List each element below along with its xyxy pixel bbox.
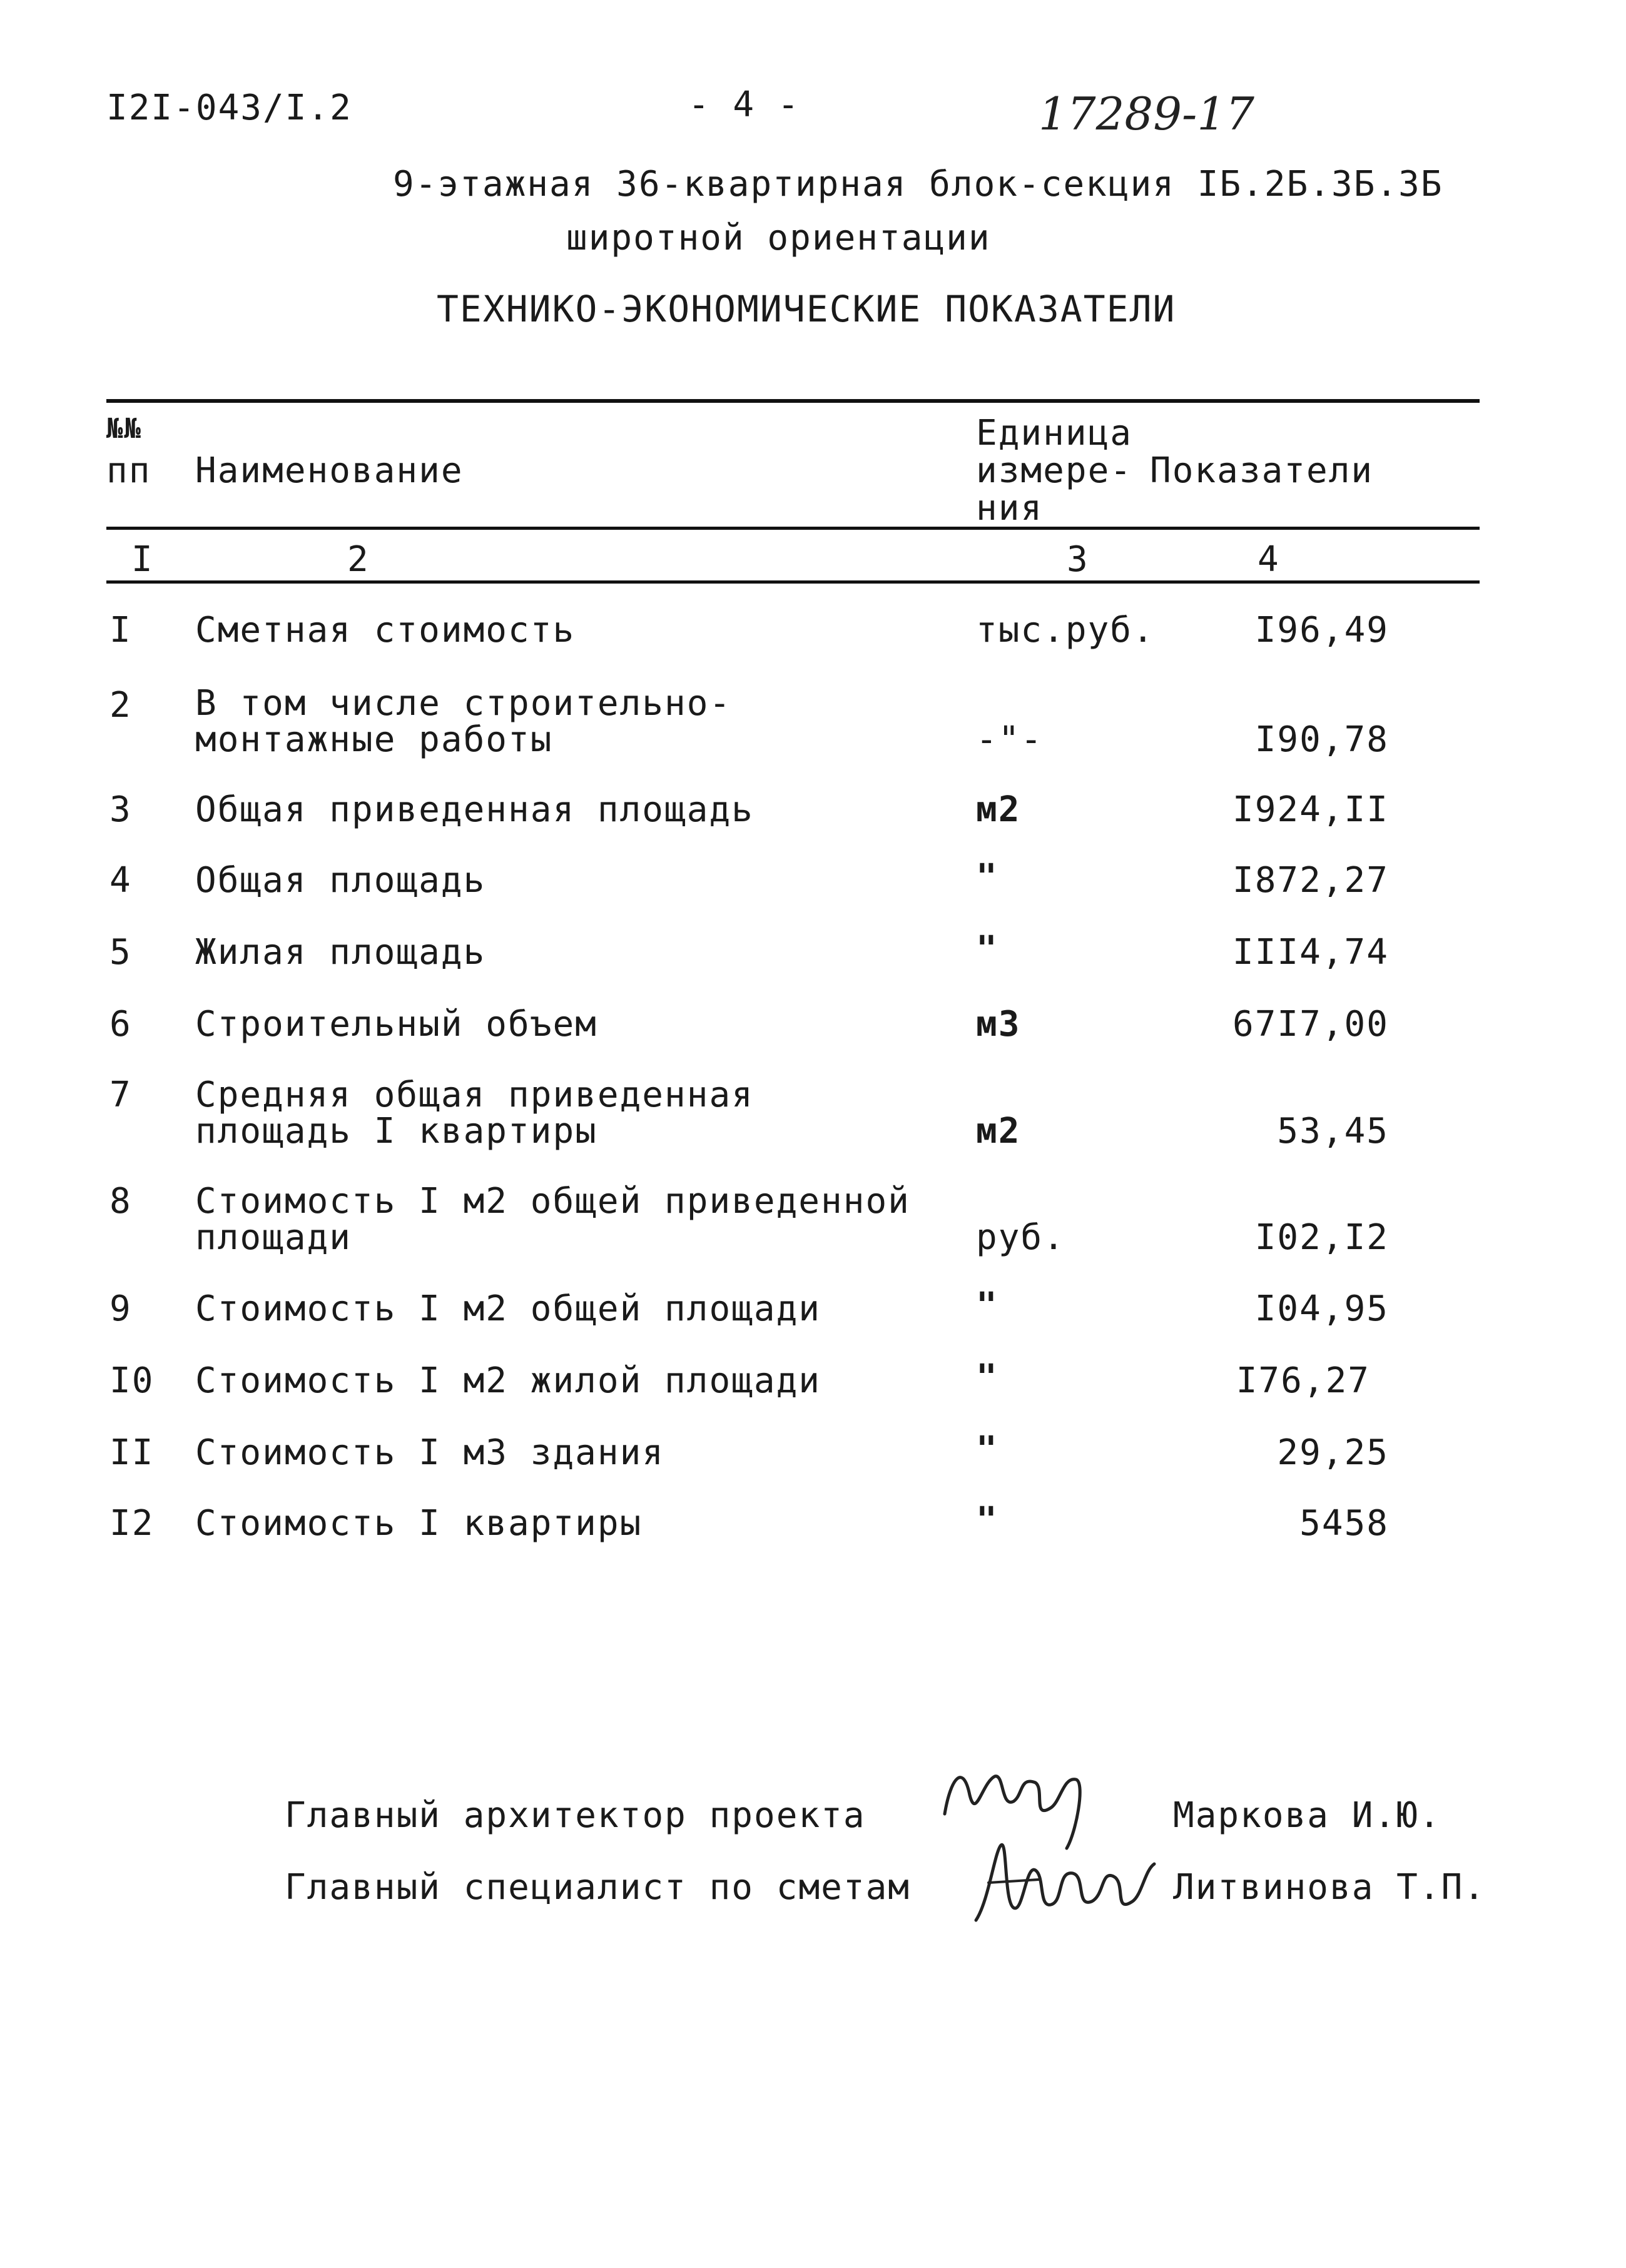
column-number: 2 bbox=[347, 539, 370, 580]
row-name: Строительный объем bbox=[195, 1004, 597, 1045]
row-unit: м3 bbox=[976, 1004, 1021, 1045]
header-unit-2: измере- bbox=[976, 450, 1133, 491]
header-num-1: №№ bbox=[106, 413, 142, 445]
row-name: Стоимость I м2 общей приведенной bbox=[195, 1181, 910, 1222]
column-number: 3 bbox=[1067, 539, 1089, 580]
row-number: 6 bbox=[109, 1004, 132, 1045]
page-number: - 4 - bbox=[688, 84, 800, 125]
row-value: I924,II bbox=[1232, 789, 1389, 830]
header-value: Показатели bbox=[1150, 450, 1374, 491]
row-value: 5458 bbox=[1299, 1503, 1389, 1544]
row-number: I2 bbox=[109, 1503, 155, 1544]
header-unit-1: Единица bbox=[976, 413, 1133, 453]
row-value: I872,27 bbox=[1232, 860, 1389, 901]
row-value: I96,49 bbox=[1254, 610, 1389, 651]
row-value: I04,95 bbox=[1254, 1288, 1389, 1329]
row-name-continuation: площади bbox=[195, 1217, 352, 1258]
header-name: Наименование bbox=[195, 450, 464, 491]
handwritten-signature bbox=[963, 1826, 1164, 1935]
row-unit: " bbox=[976, 1357, 998, 1398]
row-number: 5 bbox=[109, 932, 132, 973]
row-unit: м2 bbox=[976, 1111, 1021, 1152]
row-number: 7 bbox=[109, 1075, 132, 1115]
row-name: Жилая площадь bbox=[195, 932, 486, 973]
row-value: 53,45 bbox=[1277, 1111, 1389, 1152]
row-value: 67I7,00 bbox=[1232, 1004, 1389, 1045]
row-number: 3 bbox=[109, 789, 132, 830]
row-number: II bbox=[109, 1432, 155, 1473]
signatory-name: Литвинова Т.П. bbox=[1173, 1867, 1486, 1908]
row-name: В том числе строительно- bbox=[195, 683, 732, 724]
signatory-role: Главный архитектор проекта bbox=[285, 1795, 866, 1836]
row-unit: -"- bbox=[976, 719, 1044, 760]
row-name: Стоимость I квартиры bbox=[195, 1503, 643, 1544]
row-number: 4 bbox=[109, 860, 132, 901]
row-name: Стоимость I м2 жилой площади bbox=[195, 1360, 821, 1401]
row-unit: " bbox=[976, 1285, 998, 1326]
table-top-rule bbox=[106, 399, 1480, 403]
row-value: I02,I2 bbox=[1254, 1217, 1389, 1258]
row-name-continuation: монтажные работы bbox=[195, 719, 553, 760]
row-name: Общая приведенная площадь bbox=[195, 789, 754, 830]
column-number: I bbox=[131, 539, 154, 580]
row-unit: " bbox=[976, 1500, 998, 1541]
row-name: Средняя общая приведенная bbox=[195, 1075, 754, 1115]
header-unit-3: ния bbox=[976, 488, 1044, 529]
header-num-2: пп bbox=[106, 450, 151, 491]
row-number: I bbox=[109, 610, 132, 651]
page-heading: ТЕХНИКО-ЭКОНОМИЧЕСКИЕ ПОКАЗАТЕЛИ bbox=[437, 288, 1176, 330]
row-value: I76,27 bbox=[1236, 1360, 1370, 1401]
handwritten-number: 17289-17 bbox=[1039, 88, 1254, 140]
column-numbers-rule bbox=[106, 580, 1480, 584]
row-number: I0 bbox=[109, 1360, 155, 1401]
signatory-role: Главный специалист по сметам bbox=[285, 1867, 911, 1908]
row-name-continuation: площадь I квартиры bbox=[195, 1111, 597, 1152]
signatory-name: Маркова И.Ю. bbox=[1173, 1795, 1441, 1836]
row-value: III4,74 bbox=[1232, 932, 1389, 973]
document-code: I2I-043/I.2 bbox=[106, 88, 352, 128]
header-bottom-rule bbox=[106, 527, 1480, 530]
row-unit: м2 bbox=[976, 789, 1021, 830]
row-name: Сметная стоимость bbox=[195, 610, 576, 651]
row-unit: тыс.руб. bbox=[976, 610, 1155, 651]
row-unit: " bbox=[976, 1429, 998, 1470]
row-unit: " bbox=[976, 857, 998, 898]
row-number: 9 bbox=[109, 1288, 132, 1329]
row-number: 8 bbox=[109, 1181, 132, 1222]
row-unit: руб. bbox=[976, 1217, 1065, 1258]
column-number: 4 bbox=[1258, 539, 1280, 580]
title-line-1: 9-этажная 36-квартирная блок-секция IБ.2Б.3Б.3Б bbox=[393, 164, 1443, 205]
row-unit: " bbox=[976, 929, 998, 969]
row-name: Стоимость I м2 общей площади bbox=[195, 1288, 821, 1329]
row-number: 2 bbox=[109, 685, 132, 726]
row-value: I90,78 bbox=[1254, 719, 1389, 760]
title-line-2: широтной ориентации bbox=[566, 218, 991, 258]
row-value: 29,25 bbox=[1277, 1432, 1389, 1473]
row-name: Общая площадь bbox=[195, 860, 486, 901]
row-name: Стоимость I м3 здания bbox=[195, 1432, 665, 1473]
